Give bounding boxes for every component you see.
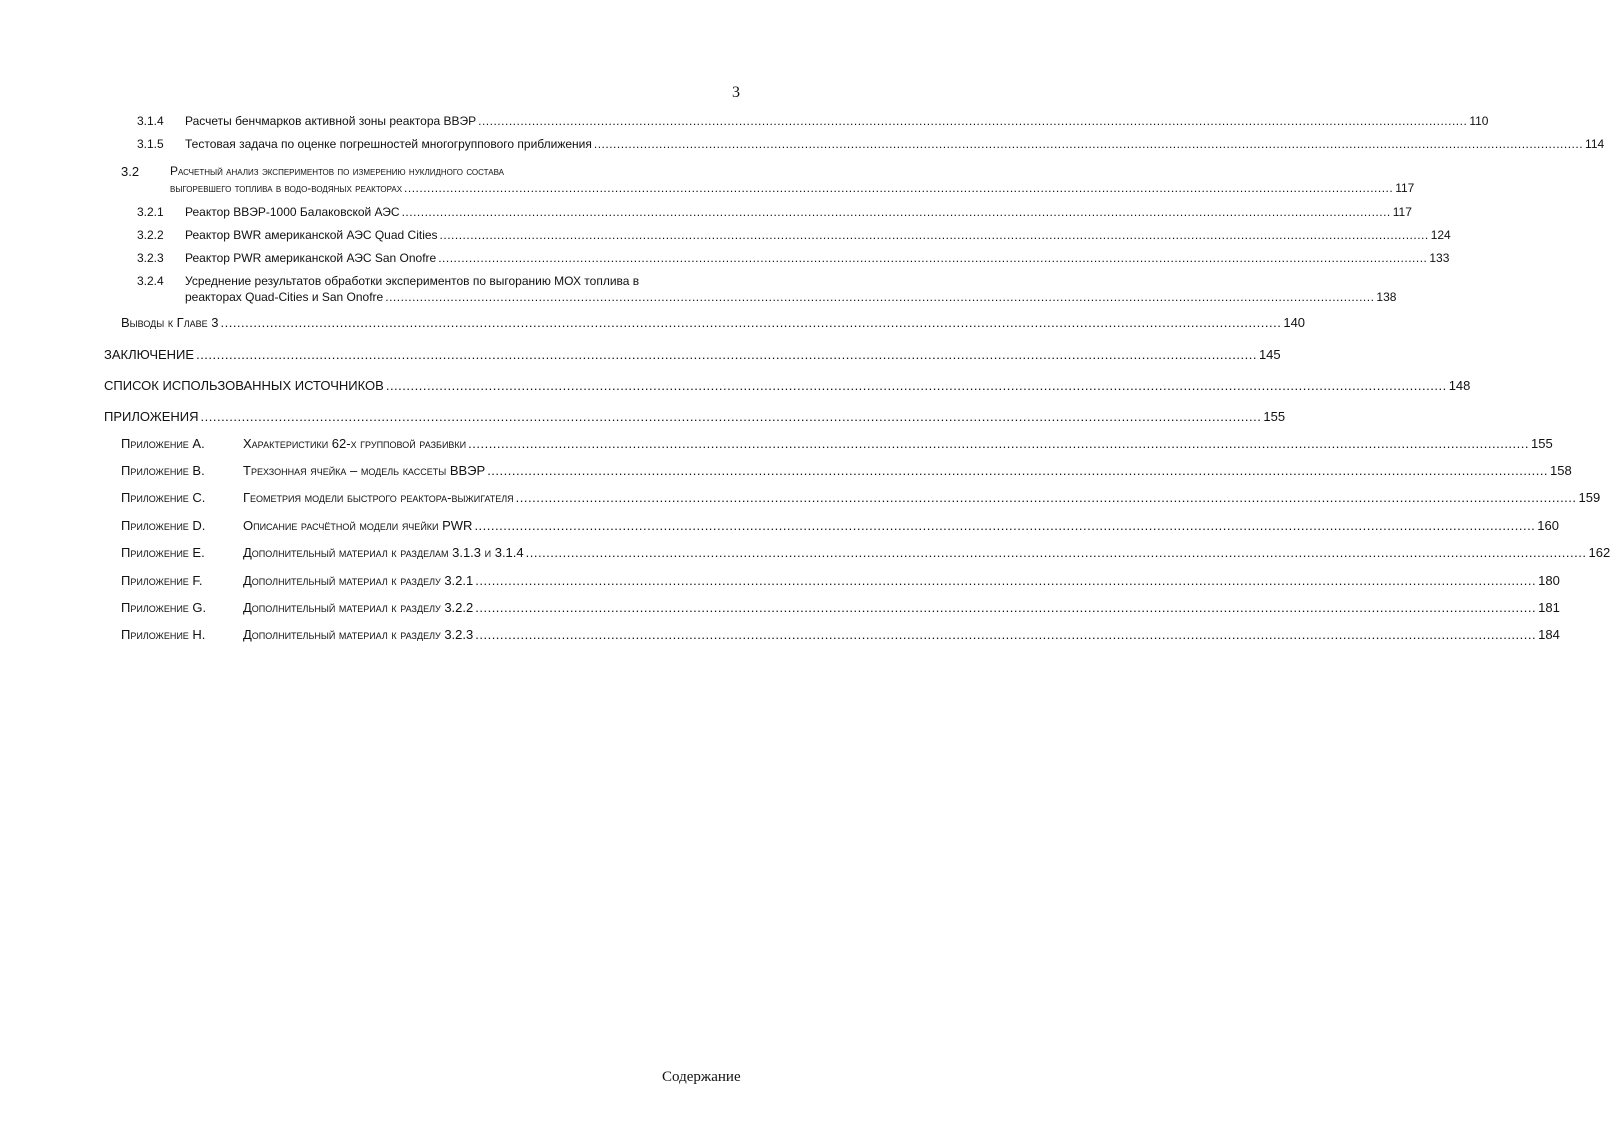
toc-entry-page: 124 xyxy=(1430,228,1451,242)
toc-entry-title: Описание расчётной модели ячейки PWR xyxy=(243,518,473,533)
toc-entry-title: Геометрия модели быстрого реактора-выжигателя xyxy=(243,490,514,505)
toc-leader-dots xyxy=(516,490,1577,505)
toc-leader-dots xyxy=(220,315,1281,330)
toc-entry-appendix-b[interactable] xyxy=(121,463,1572,478)
toc-entry-number: 3.2 xyxy=(121,164,140,179)
toc-leader-dots xyxy=(487,463,1548,478)
toc-entry-label: Приложение D. xyxy=(121,518,206,533)
toc-entry-page: 160 xyxy=(1537,518,1559,533)
toc-entry-number: 3.2.1 xyxy=(137,205,164,219)
toc-entry-label: Приложение A. xyxy=(121,436,205,451)
toc-leader-dots xyxy=(385,290,1374,305)
toc-entry-appendix-c[interactable] xyxy=(121,490,1601,505)
footer-section-title: Содержание xyxy=(662,1069,741,1085)
toc-entry-3-2-2[interactable] xyxy=(137,228,1451,243)
toc-leader-dots xyxy=(594,137,1583,152)
toc-entry-references[interactable] xyxy=(104,378,1471,393)
toc-entry-title: Дополнительный материал к разделам 3.1.3 и 3.1.4 xyxy=(243,545,524,560)
toc-entry-page: 145 xyxy=(1258,347,1281,362)
toc-entry-appendix-e[interactable] xyxy=(121,545,1610,560)
toc-entry-title: Дополнительный материал к разделу 3.2.2 xyxy=(243,600,474,615)
toc-entry-title: Характеристики 62-х групповой разбивки xyxy=(243,436,467,451)
toc-entry-page: 159 xyxy=(1578,490,1601,505)
toc-leader-dots xyxy=(474,518,1535,533)
toc-entry-title: Дополнительный материал к разделу 3.2.1 xyxy=(243,573,474,588)
toc-leader-dots xyxy=(475,600,1536,615)
toc-entry-appendix-h[interactable] xyxy=(121,627,1560,642)
toc-leader-dots xyxy=(196,347,1257,362)
toc-entry-page: 158 xyxy=(1550,463,1572,478)
toc-entry-label: Приложение F. xyxy=(121,573,203,588)
toc-entry-number: 3.2.2 xyxy=(137,228,164,242)
toc-entry-page: 180 xyxy=(1538,573,1560,588)
toc-entry-label: Приложение E. xyxy=(121,545,205,560)
toc-entry-title: СПИСОК ИСПОЛЬЗОВАННЫХ ИСТОЧНИКОВ xyxy=(104,378,384,393)
toc-entry-title-line2: выгоревшего топлива в водо-водяных реакторах xyxy=(170,181,403,195)
toc-leader-dots xyxy=(438,251,1427,266)
toc-entry-number: 3.1.4 xyxy=(137,114,164,128)
toc-leader-dots xyxy=(526,545,1587,560)
toc-entry-label: Приложение G. xyxy=(121,600,207,615)
toc-leader-dots xyxy=(440,228,1429,243)
toc-entry-title: Дополнительный материал к разделу 3.2.3 xyxy=(243,627,474,642)
toc-entry-title: Тестовая задача по оценке погрешностей многогруппового приближения xyxy=(185,137,592,151)
toc-entry-appendix-d[interactable] xyxy=(121,518,1559,533)
toc-entry-page: 155 xyxy=(1531,436,1553,451)
toc-entry-number: 3.1.5 xyxy=(137,137,164,151)
toc-entry-title: Реактор ВВЭР-1000 Балаковской АЭС xyxy=(185,205,400,219)
toc-leader-dots xyxy=(468,436,1529,451)
toc-entry-page: 181 xyxy=(1538,600,1560,615)
toc-entry-page: 133 xyxy=(1429,251,1450,265)
toc-entry-title-line1: Расчетный анализ экспериментов по измерению нуклидного состава xyxy=(170,164,505,178)
toc-entry-appendices[interactable] xyxy=(104,409,1286,424)
toc-entry-page: 155 xyxy=(1263,409,1286,424)
toc-entry-conclusions-ch3[interactable] xyxy=(121,315,1306,330)
toc-entry-label: Приложение B. xyxy=(121,463,205,478)
toc-entry-title: Реактор PWR американской АЭС San Onofre xyxy=(185,251,437,265)
page-number: 3 xyxy=(732,84,740,101)
toc-entry-page: 162 xyxy=(1588,545,1610,560)
toc-entry-page: 140 xyxy=(1283,315,1306,330)
toc-entry-appendix-a[interactable] xyxy=(121,436,1553,451)
toc-entry-number: 3.2.3 xyxy=(137,251,164,265)
toc-entry-title: Трехзонная ячейка – модель кассеты ВВЭР xyxy=(243,463,486,478)
toc-entry-appendix-f[interactable] xyxy=(121,573,1560,588)
toc-entry-3-1-4[interactable] xyxy=(137,114,1489,129)
toc-entry-page: 148 xyxy=(1448,378,1471,393)
toc-entry-title: ЗАКЛЮЧЕНИЕ xyxy=(104,347,195,362)
toc-entry-page: 184 xyxy=(1538,627,1560,642)
toc-entry-conclusion[interactable] xyxy=(104,347,1281,362)
toc-leader-dots xyxy=(475,573,1536,588)
toc-entry-appendix-g[interactable] xyxy=(121,600,1560,615)
toc-entry-number: 3.2.4 xyxy=(137,274,164,288)
toc-entry-label: Приложение C. xyxy=(121,490,206,505)
toc-entry-title: Расчеты бенчмарков активной зоны реактора ВВЭР xyxy=(185,114,477,128)
toc-leader-dots xyxy=(386,378,1447,393)
toc-leader-dots xyxy=(404,181,1393,196)
toc-entry-page: 138 xyxy=(1376,290,1397,304)
toc-entry-3-2-1[interactable] xyxy=(137,205,1412,220)
toc-entry-title: Выводы к Главе 3 xyxy=(121,315,219,330)
toc-entry-3-1-5[interactable] xyxy=(137,137,1605,152)
toc-leader-dots xyxy=(475,627,1536,642)
toc-entry-title-line2: реакторах Quad-Cities и San Onofre xyxy=(185,290,384,304)
toc-entry-title: Реактор BWR американской АЭС Quad Cities xyxy=(185,228,438,242)
toc-leader-dots xyxy=(402,205,1391,220)
toc-entry-page: 117 xyxy=(1392,205,1412,219)
toc-leader-dots xyxy=(201,409,1262,424)
toc-entry-label: Приложение H. xyxy=(121,627,206,642)
toc-leader-dots xyxy=(478,114,1467,129)
toc-entry-title-line1: Усреднение результатов обработки экспериментов по выгоранию МОХ топлива в xyxy=(185,274,640,288)
toc-entry-page: 110 xyxy=(1469,114,1489,128)
toc-entry-page: 114 xyxy=(1585,137,1605,151)
toc-entry-3-2-3[interactable] xyxy=(137,251,1450,266)
toc-entry-page: 117 xyxy=(1395,181,1415,195)
toc-entry-title: ПРИЛОЖЕНИЯ xyxy=(104,409,199,424)
